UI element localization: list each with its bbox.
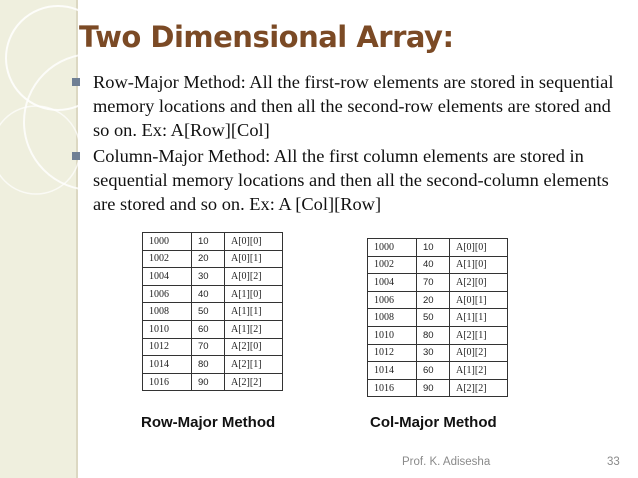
value-cell: 40 — [417, 256, 450, 274]
address-cell: 1010 — [368, 326, 417, 344]
address-cell: 1002 — [143, 250, 192, 268]
table-row — [368, 344, 508, 362]
address-cell: 1008 — [143, 303, 192, 321]
address-cell: 1014 — [143, 356, 192, 374]
table-row — [368, 256, 508, 274]
element-cell: A[1][1] — [225, 303, 283, 321]
value-cell: 80 — [417, 326, 450, 344]
element-cell: A[0][1] — [225, 250, 283, 268]
address-cell: 1002 — [368, 256, 417, 274]
address-cell: 1006 — [368, 291, 417, 309]
element-cell: A[1][0] — [450, 256, 508, 274]
table-row — [143, 250, 283, 268]
bullet-item-row-major — [70, 70, 618, 142]
table-row — [143, 303, 283, 321]
address-cell: 1014 — [368, 362, 417, 380]
value-cell: 50 — [192, 303, 225, 321]
element-cell: A[0][0] — [225, 233, 283, 251]
address-cell: 1016 — [368, 379, 417, 397]
value-cell: 20 — [192, 250, 225, 268]
square-bullet-icon — [72, 78, 80, 86]
address-cell: 1008 — [368, 309, 417, 327]
bullet-text: Row-Major Method: All the first-row elements are stored in sequential memory locations and then all the second-row elements are stored and so on. Ex: A[Row][Col] — [93, 72, 614, 140]
table-row — [143, 285, 283, 303]
element-cell: A[2][1] — [450, 326, 508, 344]
value-cell: 30 — [417, 344, 450, 362]
element-cell: A[0][0] — [450, 239, 508, 257]
table-row — [143, 338, 283, 356]
page-number: 33 — [607, 456, 620, 468]
table-row — [368, 309, 508, 327]
element-cell: A[0][1] — [450, 291, 508, 309]
table-row — [368, 274, 508, 292]
table-row — [368, 239, 508, 257]
value-cell: 30 — [192, 268, 225, 286]
element-cell: A[2][2] — [225, 373, 283, 391]
address-cell: 1010 — [143, 320, 192, 338]
address-cell: 1000 — [143, 233, 192, 251]
row-major-caption: Row-Major Method — [141, 414, 276, 431]
address-cell: 1012 — [368, 344, 417, 362]
value-cell: 90 — [192, 373, 225, 391]
table-row — [143, 268, 283, 286]
element-cell: A[1][2] — [225, 320, 283, 338]
element-cell: A[0][2] — [450, 344, 508, 362]
value-cell: 80 — [192, 356, 225, 374]
element-cell: A[1][0] — [225, 285, 283, 303]
slide-title: Two Dimensional Array: — [79, 20, 454, 54]
value-cell: 70 — [417, 274, 450, 292]
row-major-table — [142, 232, 283, 391]
element-cell: A[1][2] — [450, 362, 508, 380]
address-cell: 1012 — [143, 338, 192, 356]
bullet-item-column-major — [70, 144, 618, 216]
square-bullet-icon — [72, 152, 80, 160]
element-cell: A[2][1] — [225, 356, 283, 374]
bullet-text: Column-Major Method: All the first column elements are stored in sequential memory locations and then all the second-column elements are stored and so on. Ex: A [Col][Row] — [93, 146, 609, 214]
col-major-caption: Col-Major Method — [370, 414, 497, 431]
table-row — [368, 291, 508, 309]
element-cell: A[1][1] — [450, 309, 508, 327]
table-row — [143, 320, 283, 338]
element-cell: A[0][2] — [225, 268, 283, 286]
value-cell: 60 — [192, 320, 225, 338]
value-cell: 10 — [192, 233, 225, 251]
table-row — [143, 373, 283, 391]
address-cell: 1000 — [368, 239, 417, 257]
address-cell: 1004 — [143, 268, 192, 286]
col-major-table — [367, 238, 508, 397]
left-sidebar-band — [0, 0, 76, 478]
value-cell: 70 — [192, 338, 225, 356]
bullet-list — [70, 70, 618, 218]
table-row — [368, 379, 508, 397]
value-cell: 60 — [417, 362, 450, 380]
value-cell: 50 — [417, 309, 450, 327]
table-row — [368, 326, 508, 344]
value-cell: 90 — [417, 379, 450, 397]
value-cell: 40 — [192, 285, 225, 303]
address-cell: 1006 — [143, 285, 192, 303]
footer-author: Prof. K. Adisesha — [402, 456, 491, 468]
table-row — [143, 356, 283, 374]
table-row — [368, 362, 508, 380]
element-cell: A[2][2] — [450, 379, 508, 397]
element-cell: A[2][0] — [450, 274, 508, 292]
address-cell: 1016 — [143, 373, 192, 391]
value-cell: 20 — [417, 291, 450, 309]
value-cell: 10 — [417, 239, 450, 257]
address-cell: 1004 — [368, 274, 417, 292]
table-row — [143, 233, 283, 251]
element-cell: A[2][0] — [225, 338, 283, 356]
